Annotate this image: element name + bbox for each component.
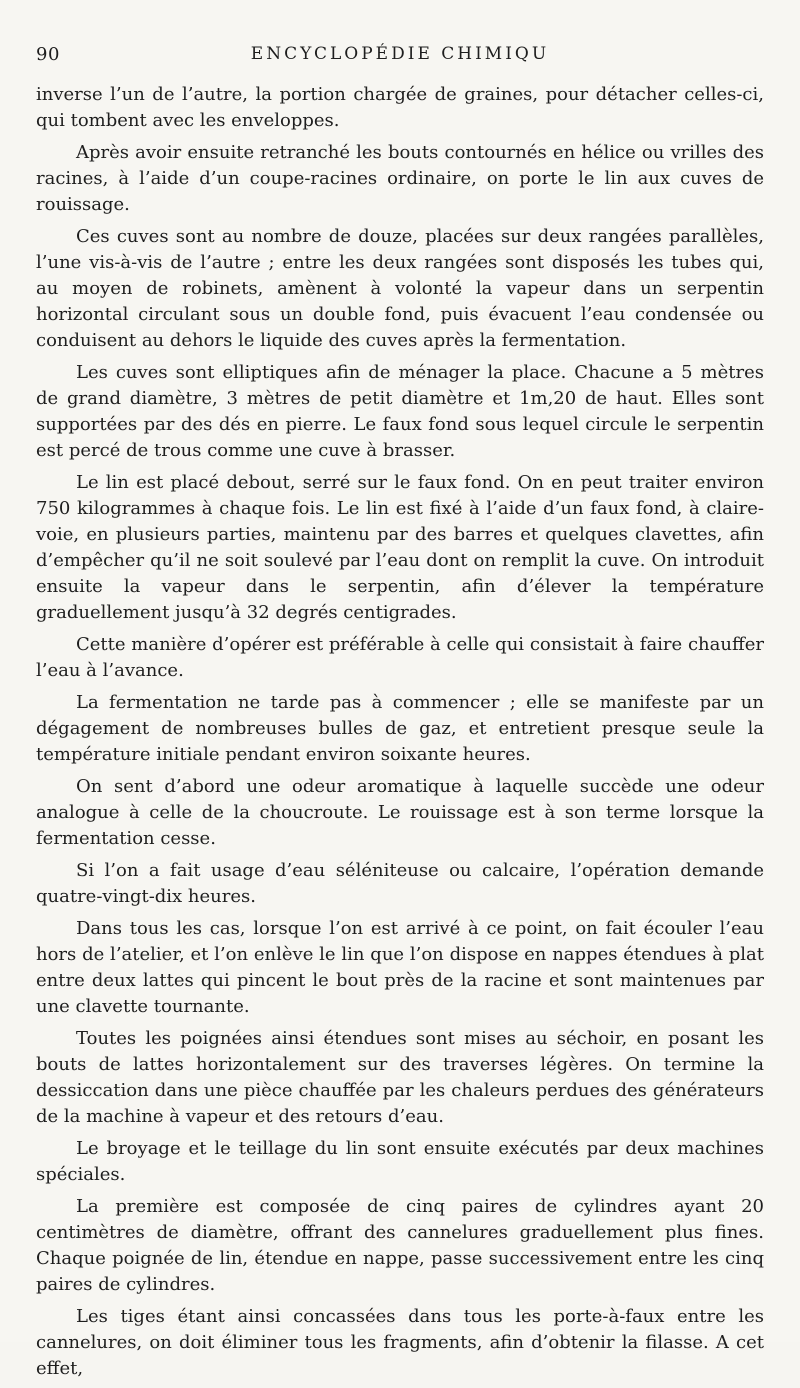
page-number: 90 — [36, 44, 60, 65]
paragraph: Si l’on a fait usage d’eau séléniteuse ou calcaire, l’opération demande quatre-vingt-dix heures. — [36, 860, 764, 907]
paragraph: inverse l’un de l’autre, la portion chargée de graines, pour détacher celles-ci, qui tombent avec les enveloppes. — [36, 84, 764, 131]
paragraph: Les tiges étant ainsi concassées dans tous les porte-à-faux entre les cannelures, on doit éliminer tous les fragments, afin d’obtenir la filasse. A cet effet, — [36, 1306, 764, 1379]
paragraph: Les cuves sont elliptiques afin de ménager la place. Chacune a 5 mètres de grand diamètre, 3 mètres de petit diamètre et 1m,20 de haut. Elles sont supportées par des dés en pierre. Le faux fond sous lequel circule le serpentin est percé de trous comme une cuve à brasser. — [36, 362, 764, 461]
paragraph: Cette manière d’opérer est préférable à celle qui consistait à faire chauffer l’eau à l’avance. — [36, 634, 764, 681]
body-text — [36, 82, 764, 1388]
running-title: ENCYCLOPÉDIE CHIMIQU — [250, 44, 550, 64]
paragraph: Ces cuves sont au nombre de douze, placées sur deux rangées parallèles, l’une vis-à-vis de l’autre ; entre les deux rangées sont disposés les tubes qui, au moyen de robinets, amènent à volonté la vapeur dans un serpentin horizontal circulant sous un double fond, puis évacuent l’eau condensée ou conduisent au dehors le liquide des cuves après la fermentation. — [36, 226, 764, 351]
paragraph: Le broyage et le teillage du lin sont ensuite exécutés par deux machines spéciales. — [36, 1138, 764, 1185]
paragraph: La fermentation ne tarde pas à commencer ; elle se manifeste par un dégagement de nombreuses bulles de gaz, et entretient presque seule la température initiale pendant environ soixante heures. — [36, 692, 764, 765]
paragraph: Toutes les poignées ainsi étendues sont mises au séchoir, en posant les bouts de lattes horizontalement sur des traverses légères. On termine la dessiccation dans une pièce chauffée par les chaleurs perdues des générateurs de la machine à vapeur et des retours d’eau. — [36, 1028, 764, 1127]
running-head — [36, 44, 764, 70]
paragraph: La première est composée de cinq paires de cylindres ayant 20 centimètres de diamètre, offrant des cannelures graduellement plus fines. Chaque poignée de lin, étendue en nappe, passe successivement entre les cinq paires de cylindres. — [36, 1196, 764, 1295]
paragraph: Après avoir ensuite retranché les bouts contournés en hélice ou vrilles des racines, à l’aide d’un coupe-racines ordinaire, on porte le lin aux cuves de rouissage. — [36, 142, 764, 215]
paragraph: Le lin est placé debout, serré sur le faux fond. On en peut traiter environ 750 kilogrammes à chaque fois. Le lin est fixé à l’aide d’un faux fond, à claire-voie, en plusieurs parties, maintenu par des barres et quelques clavettes, afin d’empêcher qu’il ne soit soulevé par l’eau dont on remplit la cuve. On introduit ensuite la vapeur dans le serpentin, afin d’élever la température graduellement jusqu’à 32 degrés centigrades. — [36, 472, 764, 623]
paragraph: On sent d’abord une odeur aromatique à laquelle succède une odeur analogue à celle de la choucroute. Le rouissage est à son terme lorsque la fermentation cesse. — [36, 776, 764, 849]
paragraph: Dans tous les cas, lorsque l’on est arrivé à ce point, on fait écouler l’eau hors de l’atelier, et l’on enlève le lin que l’on dispose en nappes étendues à plat entre deux lattes qui pincent le bout près de la racine et sont maintenues par une clavette tournante. — [36, 918, 764, 1017]
